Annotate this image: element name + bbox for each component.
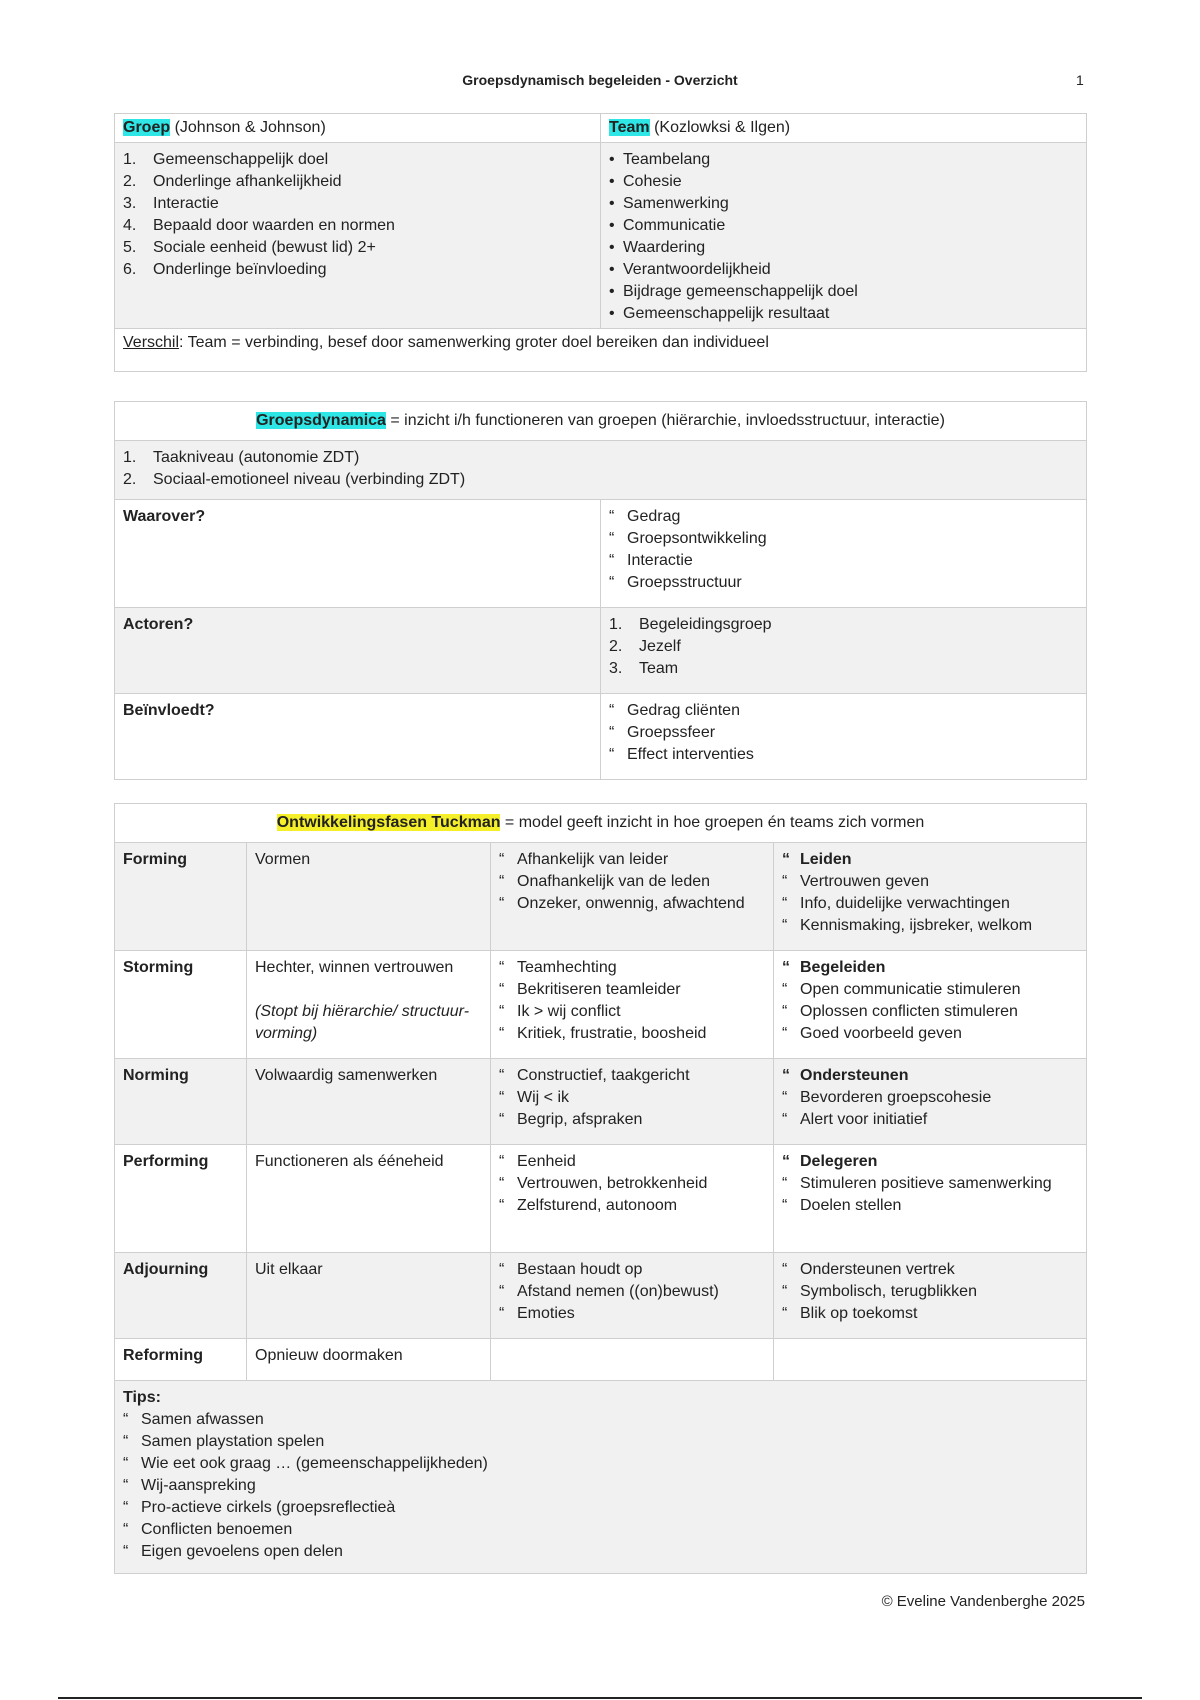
team-kenmerken-list (609, 149, 1078, 325)
team-authors: (Kozlowksi & Ilgen) (654, 119, 791, 136)
bottom-divider (58, 1697, 1142, 1699)
list-item: “ Goed voorbeeld geven (782, 1023, 1078, 1045)
list-item: 2. Onderlinge afhankelijkheid (123, 173, 342, 190)
list-item: “ Eigen gevoelens open delen (123, 1541, 1078, 1563)
phase-characteristics (491, 1145, 774, 1253)
phase-description: Uit elkaar (247, 1253, 491, 1339)
tuckman-table (114, 803, 1087, 1574)
groepsdynamica-definition: = inzicht i/h functioneren van groepen (hiërarchie, invloedsstructuur, interactie) (385, 412, 945, 429)
list-item: “ Samen afwassen (123, 1409, 1078, 1431)
list-item: • Communicatie (609, 215, 1078, 237)
list-item: “ Symbolisch, terugblikken (782, 1281, 1078, 1303)
list-item: “ Info, duidelijke verwachtingen (782, 893, 1078, 915)
groep-header-cell (115, 114, 601, 143)
waarover-list (609, 506, 1078, 594)
phase-name: Norming (115, 1059, 247, 1145)
beinvloedt-label: Beïnvloedt? (115, 694, 601, 780)
groep-authors: (Johnson & Johnson) (174, 119, 326, 136)
team-kenmerken-cell (601, 143, 1087, 329)
list-item: “ Gedrag cliënten (609, 700, 1078, 722)
list-item: • Verantwoordelijkheid (609, 259, 1078, 281)
copyright: © Eveline Vandenberghe 2025 (881, 1593, 1085, 1610)
list-item: “ Eenheid (499, 1151, 765, 1173)
list-item: 2. Jezelf (609, 638, 681, 655)
list-item: • Teambelang (609, 149, 1078, 171)
list-item: “ Groepssfeer (609, 722, 1078, 744)
tips-cell (115, 1381, 1087, 1574)
niveaus-list (123, 447, 1078, 491)
list-item: “ Bevorderen groepscohesie (782, 1087, 1078, 1109)
tuckman-title-cell (115, 804, 1087, 843)
team-label: Team (609, 119, 650, 136)
phase-description: Hechter, winnen vertrouwen (255, 959, 454, 976)
phase-actions (774, 843, 1087, 951)
phase-role: “ Ondersteunen (782, 1065, 1078, 1087)
list-item: 2. Sociaal-emotioneel niveau (verbinding ZDT) (123, 471, 466, 488)
list-item: • Gemeenschappelijk resultaat (609, 303, 1078, 325)
list-item: “ Onzeker, onwennig, afwachtend (499, 893, 765, 915)
phase-description: Volwaardig samenwerken (247, 1059, 491, 1145)
list-item: 3. Interactie (123, 195, 219, 212)
phase-characteristics (491, 951, 774, 1059)
page-header (0, 72, 1200, 92)
niveaus-cell (115, 441, 1087, 500)
list-item: “ Groepsontwikkeling (609, 528, 1078, 550)
verschil-text: : Team = verbinding, besef door samenwerking groter doel bereiken dan individueel (179, 334, 769, 351)
waarover-cell (601, 500, 1087, 608)
verschil-label: Verschil (123, 334, 180, 351)
list-item: 3. Team (609, 660, 679, 677)
phase-description: Functioneren als ééneheid (247, 1145, 491, 1253)
list-item: “ Begrip, afspraken (499, 1109, 765, 1131)
list-item: “ Kennismaking, ijsbreker, welkom (782, 915, 1078, 937)
list-item: • Bijdrage gemeenschappelijk doel (609, 281, 1078, 303)
phase-name: Forming (115, 843, 247, 951)
phase-role: “ Delegeren (782, 1151, 1078, 1173)
list-item: 1. Gemeenschappelijk doel (123, 151, 329, 168)
list-item: “ Blik op toekomst (782, 1303, 1078, 1325)
groepsdynamica-title-cell (115, 402, 1087, 441)
phase-actions (774, 1253, 1087, 1339)
page-number: 1 (1076, 72, 1084, 88)
list-item: “ Bekritiseren teamleider (499, 979, 765, 1001)
list-item: “ Wie eet ook graag … (gemeenschappelijkheden) (123, 1453, 1078, 1475)
list-item: “ Samen playstation spelen (123, 1431, 1078, 1453)
actoren-label: Actoren? (115, 608, 601, 694)
phase-role: “ Leiden (782, 849, 1078, 871)
list-item: • Cohesie (609, 171, 1078, 193)
document-title: Groepsdynamisch begeleiden - Overzicht (462, 72, 738, 88)
groep-team-table (114, 113, 1087, 372)
verschil-cell (115, 329, 1087, 372)
phase-description: Opnieuw doormaken (247, 1339, 491, 1381)
groep-label: Groep (123, 119, 171, 136)
phase-name: Performing (115, 1145, 247, 1253)
list-item: “ Open communicatie stimuleren (782, 979, 1078, 1001)
list-item: “ Ik > wij conflict (499, 1001, 765, 1023)
phase-note: (Stopt bij hiërarchie/ structuur-vorming) (255, 1003, 470, 1042)
phase-characteristics (491, 843, 774, 951)
phase-name: Storming (115, 951, 247, 1059)
groep-kenmerken-list (123, 149, 592, 281)
list-item: “ Afhankelijk van leider (499, 849, 765, 871)
list-item: “ Ondersteunen vertrek (782, 1259, 1078, 1281)
beinvloedt-list (609, 700, 1078, 766)
phase-characteristics (491, 1253, 774, 1339)
phase-name: Adjourning (115, 1253, 247, 1339)
groep-kenmerken-cell (115, 143, 601, 329)
list-item: “ Conflicten benoemen (123, 1519, 1078, 1541)
phase-description: Vormen (247, 843, 491, 951)
list-item: “ Onafhankelijk van de leden (499, 871, 765, 893)
list-item: “ Wij-aanspreking (123, 1475, 1078, 1497)
beinvloedt-cell (601, 694, 1087, 780)
phase-characteristics (491, 1339, 774, 1381)
tuckman-label: Ontwikkelingsfasen Tuckman (276, 814, 501, 831)
list-item: • Samenwerking (609, 193, 1078, 215)
list-item: “ Alert voor initiatief (782, 1109, 1078, 1131)
tips-label: Tips: (123, 1389, 161, 1406)
list-item: “ Kritiek, frustratie, boosheid (499, 1023, 765, 1045)
list-item: 1. Begeleidingsgroep (609, 616, 772, 633)
list-item: “ Stimuleren positieve samenwerking (782, 1173, 1078, 1195)
phase-role: “ Begeleiden (782, 957, 1078, 979)
list-item: “ Gedrag (609, 506, 1078, 528)
actoren-cell (601, 608, 1087, 694)
phase-actions (774, 1059, 1087, 1145)
list-item: “ Zelfsturend, autonoom (499, 1195, 765, 1217)
list-item: 5. Sociale eenheid (bewust lid) 2+ (123, 239, 376, 256)
team-header-cell (601, 114, 1087, 143)
list-item: 4. Bepaald door waarden en normen (123, 217, 395, 234)
list-item: “ Constructief, taakgericht (499, 1065, 765, 1087)
list-item: “ Teamhechting (499, 957, 765, 979)
list-item: “ Vertrouwen, betrokkenheid (499, 1173, 765, 1195)
tips-list (123, 1409, 1078, 1563)
list-item: 1. Taakniveau (autonomie ZDT) (123, 449, 360, 466)
list-item: “ Pro-actieve cirkels (groepsreflectieà (123, 1497, 1078, 1519)
groepsdynamica-table (114, 401, 1087, 780)
phase-actions (774, 951, 1087, 1059)
list-item: “ Oplossen conflicten stimuleren (782, 1001, 1078, 1023)
list-item: 6. Onderlinge beïnvloeding (123, 261, 327, 278)
list-item: “ Interactie (609, 550, 1078, 572)
list-item: “ Bestaan houdt op (499, 1259, 765, 1281)
list-item: “ Vertrouwen geven (782, 871, 1078, 893)
list-item: “ Afstand nemen ((on)bewust) (499, 1281, 765, 1303)
list-item: “ Emoties (499, 1303, 765, 1325)
phase-characteristics (491, 1059, 774, 1145)
waarover-label: Waarover? (115, 500, 601, 608)
phase-description-cell (247, 951, 491, 1059)
tuckman-definition: = model geeft inzicht in hoe groepen én teams zich vormen (500, 814, 925, 831)
list-item: “ Groepsstructuur (609, 572, 1078, 594)
list-item: “ Effect interventies (609, 744, 1078, 766)
list-item: “ Wij < ik (499, 1087, 765, 1109)
phase-name: Reforming (115, 1339, 247, 1381)
list-item: “ Doelen stellen (782, 1195, 1078, 1217)
groepsdynamica-label: Groepsdynamica (256, 412, 386, 429)
phase-actions (774, 1339, 1087, 1381)
phase-actions (774, 1145, 1087, 1253)
list-item: • Waardering (609, 237, 1078, 259)
actoren-list (609, 614, 1078, 680)
